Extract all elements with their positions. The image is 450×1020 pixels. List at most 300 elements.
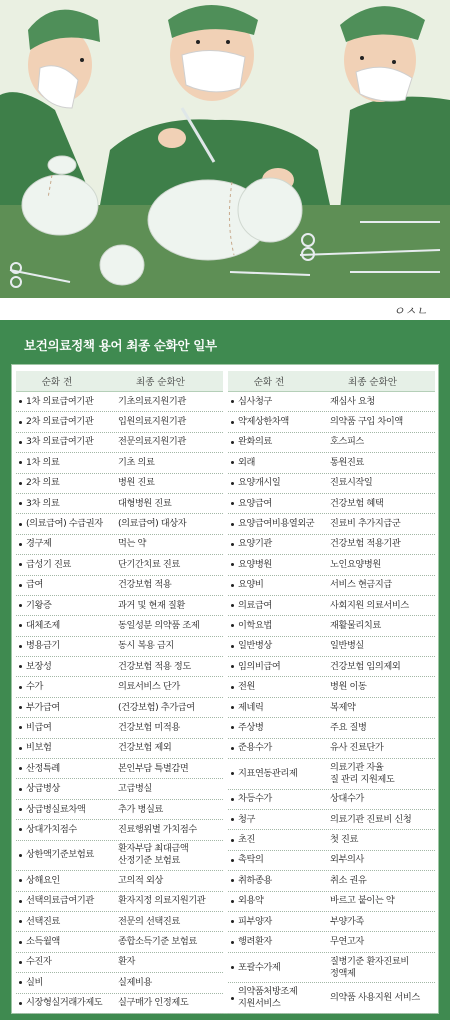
term-row (16, 779, 223, 799)
terminology-card (11, 364, 439, 1014)
term-before (16, 498, 104, 510)
term-after: 복제약 (330, 701, 356, 713)
bullet-dot (231, 900, 234, 903)
term-after: 단기간치료 진료 (118, 558, 180, 570)
bullet-dot (19, 747, 22, 750)
term-row (16, 759, 223, 779)
header-before: 순화 전 (253, 377, 285, 388)
term-before (16, 640, 104, 652)
bullet-dot (19, 726, 22, 729)
term-before (228, 661, 316, 673)
term-before (16, 518, 104, 530)
term-row (228, 514, 435, 534)
bullet-dot (19, 981, 22, 984)
term-after: 건강보험 혜택 (330, 497, 384, 509)
term-row (228, 616, 435, 636)
bullet-dot (19, 441, 22, 444)
term-row (16, 912, 223, 932)
term-row (16, 596, 223, 616)
term-before-text: 3차 의료 (26, 497, 60, 509)
term-before (228, 742, 316, 754)
term-before (16, 997, 104, 1009)
term-before (228, 854, 316, 866)
term-row (16, 739, 223, 759)
term-before (16, 416, 104, 428)
term-before (16, 722, 104, 734)
bullet-dot (231, 920, 234, 923)
term-before (228, 518, 316, 530)
term-before-text: 전원 (238, 681, 255, 693)
term-before (16, 477, 104, 489)
term-after: (건강보험) 추가급여 (118, 701, 195, 713)
term-row (228, 677, 435, 697)
term-row (16, 576, 223, 596)
term-after: 실구매가 인정제도 (118, 997, 189, 1009)
term-after: 종합소득기준 보험료 (118, 936, 197, 948)
term-before-text: 일반병상 (238, 640, 272, 652)
term-after: 무연고자 (330, 936, 364, 948)
term-row (16, 494, 223, 514)
bullet-dot (231, 523, 234, 526)
terminology-table-section (0, 320, 450, 1020)
bullet-dot (231, 686, 234, 689)
bullet-dot (231, 461, 234, 464)
term-after: 대형병원 진료 (118, 497, 172, 509)
term-before-text: 요양병원 (238, 558, 272, 570)
term-after: 첫 진료 (330, 834, 358, 846)
term-after: 과거 및 현재 질환 (118, 599, 185, 611)
term-before-text: 보장성 (26, 660, 52, 672)
term-row (16, 871, 223, 891)
bullet-dot (231, 563, 234, 566)
term-after: 환자부담 최대금액 산정기준 보험료 (118, 843, 189, 867)
term-before (228, 498, 316, 510)
term-before (228, 768, 316, 780)
term-before-text: 기왕증 (26, 599, 52, 611)
term-before-text: 외용약 (238, 895, 264, 907)
bullet-dot (231, 604, 234, 607)
term-row (228, 932, 435, 952)
term-before (16, 661, 104, 673)
term-before-text: 상대가치점수 (26, 823, 77, 835)
term-after: 환자지정 의료지원기관 (118, 895, 206, 907)
term-before-text: 3차 의료급여기관 (26, 436, 94, 448)
term-after: 통원진료 (330, 456, 364, 468)
term-before (228, 895, 316, 907)
term-after: 의료기관 진료비 신청 (330, 813, 412, 825)
header-after: 최종 순화안 (348, 377, 397, 388)
term-after: 상대수가 (330, 793, 364, 805)
bullet-dot (231, 798, 234, 801)
term-after: 노인요양병원 (330, 558, 381, 570)
term-row (228, 453, 435, 473)
term-before (16, 396, 104, 408)
right-column-header (228, 371, 435, 392)
term-row (16, 535, 223, 555)
term-before-text: 주상병 (238, 721, 264, 733)
term-after: 환자 (118, 956, 135, 968)
term-before-text: 시장형실거래가제도 (26, 997, 103, 1009)
bullet-dot (19, 400, 22, 403)
term-row (16, 718, 223, 738)
bullet-dot (19, 900, 22, 903)
term-after: 전문의 선택진료 (118, 915, 180, 927)
term-before (16, 783, 104, 795)
bullet-dot (19, 563, 22, 566)
term-before (228, 579, 316, 591)
term-before (228, 620, 316, 632)
term-row (228, 637, 435, 657)
term-before (16, 763, 104, 775)
term-after: 질병기준 환자진료비 정액제 (330, 955, 409, 979)
term-before-text: 경구제 (26, 538, 52, 550)
term-before-text: 요양급여비용열외군 (238, 518, 315, 530)
bullet-dot (19, 686, 22, 689)
term-before-text: 2차 의료급여기관 (26, 416, 94, 428)
term-row (228, 953, 435, 984)
term-after: 진료행위별 가치점수 (118, 823, 197, 835)
bullet-dot (19, 1002, 22, 1005)
term-after: 서비스 현금지급 (330, 579, 392, 591)
term-row (16, 841, 223, 872)
term-before-text: 취하종용 (238, 874, 272, 886)
term-after: 실제비용 (118, 976, 152, 988)
term-before (16, 895, 104, 907)
term-before-text: 소득월액 (26, 936, 60, 948)
term-after: (의료급여) 대상자 (118, 518, 187, 530)
illustrator-signature: ㅇㅅㄴ (393, 304, 428, 318)
bullet-dot (19, 941, 22, 944)
term-row (228, 474, 435, 494)
term-before-text: 선택의료급여기관 (26, 895, 94, 907)
bullet-dot (231, 839, 234, 842)
bullet-dot (231, 645, 234, 648)
term-after: 의약품 구입 차이액 (330, 416, 403, 428)
term-after: 병원 이동 (330, 681, 367, 693)
term-after: 유사 진료단가 (330, 742, 384, 754)
term-before-text: 이학요법 (238, 619, 272, 631)
term-before (16, 849, 104, 861)
term-after: 병원 진료 (118, 477, 155, 489)
term-after: 먹는 약 (118, 538, 146, 550)
term-after: 의약품 사용지원 서비스 (330, 992, 420, 1004)
term-before-text: 수가 (26, 681, 43, 693)
bullet-dot (231, 706, 234, 709)
bullet-dot (231, 879, 234, 882)
term-before (228, 962, 316, 974)
term-row (16, 698, 223, 718)
term-before-text: 약제상한차액 (238, 416, 289, 428)
term-before-text: 병용금기 (26, 640, 60, 652)
term-before (16, 457, 104, 469)
term-before (228, 916, 316, 928)
term-before (228, 834, 316, 846)
term-before (16, 977, 104, 989)
term-before (228, 416, 316, 428)
bullet-dot (231, 584, 234, 587)
term-before-text: 대체조제 (26, 619, 60, 631)
term-before-text: 요양기관 (238, 538, 272, 550)
bullet-dot (19, 665, 22, 668)
term-before (16, 620, 104, 632)
term-row (16, 953, 223, 973)
term-row (228, 739, 435, 759)
term-before-text: 요양비 (238, 579, 264, 591)
bullet-dot (231, 441, 234, 444)
term-row (228, 851, 435, 871)
right-rows (228, 392, 435, 1014)
term-after: 건강보험 임의제외 (330, 660, 401, 672)
left-column-header (16, 371, 223, 392)
bullet-dot (19, 584, 22, 587)
term-after: 취소 권유 (330, 874, 367, 886)
term-before-text: 청구 (238, 813, 255, 825)
term-after: 추가 병실료 (118, 803, 163, 815)
term-before (228, 702, 316, 714)
header-before: 순화 전 (41, 377, 73, 388)
term-before-text: 비보험 (26, 742, 52, 754)
left-column (16, 371, 223, 1014)
term-before-text: 비급여 (26, 721, 52, 733)
term-before (228, 559, 316, 571)
term-row (16, 677, 223, 697)
term-row (16, 433, 223, 453)
term-before-text: 행려환자 (238, 936, 272, 948)
term-after: 진료시작일 (330, 477, 373, 489)
term-row (228, 718, 435, 738)
left-rows (16, 392, 223, 1014)
term-after: 동일성분 의약품 조제 (118, 619, 200, 631)
bullet-dot (231, 772, 234, 775)
bullet-dot (231, 966, 234, 969)
term-before-text: 의약품처방조제 지원서비스 (238, 986, 298, 1010)
term-row (228, 596, 435, 616)
term-before-text: 제네릭 (238, 701, 264, 713)
term-after: 건강보험 적용 정도 (118, 660, 191, 672)
term-row (16, 637, 223, 657)
term-before (228, 600, 316, 612)
term-row (16, 994, 223, 1014)
term-row (228, 912, 435, 932)
term-after: 의료서비스 단가 (118, 681, 180, 693)
term-before (16, 559, 104, 571)
term-after: 진료비 추가지급군 (330, 518, 401, 530)
term-before-text: 급여 (26, 579, 43, 591)
bullet-dot (19, 482, 22, 485)
term-before (228, 477, 316, 489)
term-row (228, 555, 435, 575)
term-before (228, 986, 316, 1010)
bullet-dot (19, 920, 22, 923)
term-after: 의료기관 자율 질 관리 지원제도 (330, 761, 395, 785)
term-before-text: 상급병상 (26, 783, 60, 795)
term-row (228, 392, 435, 412)
term-before-text: 상급병실료차액 (26, 803, 86, 815)
bullet-dot (231, 726, 234, 729)
term-before-text: 상해요인 (26, 874, 60, 886)
term-after: 부양가족 (330, 915, 364, 927)
term-before-text: 산정특례 (26, 762, 60, 774)
term-before-text: 심사청구 (238, 395, 272, 407)
term-before (16, 600, 104, 612)
term-before-text: 촉탁의 (238, 854, 264, 866)
bullet-dot (231, 747, 234, 750)
term-before (228, 396, 316, 408)
bullet-dot (19, 767, 22, 770)
term-after: 입원의료지원기관 (118, 416, 186, 428)
term-row (228, 810, 435, 830)
term-row (16, 820, 223, 840)
term-before (228, 936, 316, 948)
term-before (16, 956, 104, 968)
term-before-text: 의료급여 (238, 599, 272, 611)
term-before (228, 640, 316, 652)
term-before-text: 1차 의료 (26, 456, 60, 468)
term-row (16, 800, 223, 820)
term-row (16, 657, 223, 677)
term-before (228, 681, 316, 693)
term-row (228, 576, 435, 596)
term-after: 주요 질병 (330, 721, 367, 733)
term-after: 전문의료지원기관 (118, 436, 186, 448)
term-after: 기초의료지원기관 (118, 395, 186, 407)
term-before (16, 916, 104, 928)
bullet-dot (19, 624, 22, 627)
bullet-dot (231, 400, 234, 403)
bullet-dot (19, 523, 22, 526)
bullet-dot (19, 961, 22, 964)
term-row (16, 892, 223, 912)
term-row (228, 871, 435, 891)
term-row (16, 392, 223, 412)
bullet-dot (231, 502, 234, 505)
term-before (228, 793, 316, 805)
term-row (16, 973, 223, 993)
term-before (16, 538, 104, 550)
term-after: 호스피스 (330, 436, 364, 448)
term-before-text: 지표연동관리제 (238, 767, 298, 779)
term-row (16, 453, 223, 473)
surgery-illustration (0, 0, 450, 320)
bullet-dot (19, 879, 22, 882)
right-column (228, 371, 435, 1014)
term-row (228, 983, 435, 1014)
term-before-text: 준용수가 (238, 742, 272, 754)
term-row (16, 474, 223, 494)
term-before-text: 상한액기준보험료 (26, 849, 94, 861)
term-before-text: 요양급여 (238, 497, 272, 509)
term-before-text: 피부양자 (238, 915, 272, 927)
term-before (16, 702, 104, 714)
term-before-text: 수진자 (26, 956, 52, 968)
term-row (16, 412, 223, 432)
term-before-text: 포괄수가제 (238, 961, 281, 973)
term-after: 재심사 요청 (330, 395, 375, 407)
term-before (228, 538, 316, 550)
term-before (228, 875, 316, 887)
term-row (228, 830, 435, 850)
table-title: 보건의료정책 용어 최종 순화안 일부 (24, 338, 217, 353)
term-row (228, 494, 435, 514)
bullet-dot (19, 854, 22, 857)
term-before (16, 875, 104, 887)
term-after: 사회지원 의료서비스 (330, 599, 409, 611)
term-before (228, 814, 316, 826)
term-row (16, 616, 223, 636)
term-before-text: 요양개시일 (238, 477, 281, 489)
term-before-text: 실비 (26, 976, 43, 988)
term-after: 기초 의료 (118, 456, 155, 468)
term-row (16, 555, 223, 575)
term-row (228, 433, 435, 453)
bullet-dot (19, 808, 22, 811)
term-row (16, 932, 223, 952)
bullet-dot (231, 482, 234, 485)
term-before (16, 824, 104, 836)
term-before-text: 부가급여 (26, 701, 60, 713)
term-after: 건강보험 제외 (118, 742, 172, 754)
bullet-dot (231, 624, 234, 627)
term-before (16, 742, 104, 754)
term-before-text: 1차 의료급여기관 (26, 395, 94, 407)
term-after: 일반병실 (330, 640, 364, 652)
term-row (228, 412, 435, 432)
term-row (228, 657, 435, 677)
term-row (228, 698, 435, 718)
term-before (228, 722, 316, 734)
term-before-text: 초진 (238, 834, 255, 846)
term-before (16, 681, 104, 693)
term-before-text: 임의비급여 (238, 660, 281, 672)
bullet-dot (19, 461, 22, 464)
bullet-dot (231, 543, 234, 546)
term-after: 건강보험 적용 (118, 579, 172, 591)
bullet-dot (231, 859, 234, 862)
bullet-dot (19, 604, 22, 607)
header-after: 최종 순화안 (136, 377, 185, 388)
bullet-dot (19, 828, 22, 831)
term-row (16, 514, 223, 534)
term-before (16, 436, 104, 448)
bullet-dot (19, 788, 22, 791)
term-after: 건강보험 적용기관 (330, 538, 401, 550)
term-after: 바르고 붙이는 약 (330, 895, 395, 907)
term-after: 외부의사 (330, 854, 364, 866)
bullet-dot (231, 421, 234, 424)
term-before-text: 2차 의료 (26, 477, 60, 489)
term-before (16, 804, 104, 816)
term-after: 고의적 외상 (118, 874, 163, 886)
term-after: 고급병실 (118, 783, 152, 795)
bullet-dot (19, 706, 22, 709)
term-row (228, 892, 435, 912)
term-before (228, 457, 316, 469)
term-before-text: 차등수가 (238, 793, 272, 805)
term-row (228, 535, 435, 555)
term-after: 본인부담 특별감면 (118, 762, 189, 774)
bullet-dot (19, 543, 22, 546)
term-before (16, 579, 104, 591)
term-row (228, 790, 435, 810)
term-before-text: 외래 (238, 456, 255, 468)
term-before-text: 완화의료 (238, 436, 272, 448)
bullet-dot (231, 665, 234, 668)
term-before-text: 급성기 진료 (26, 558, 71, 570)
term-before (228, 436, 316, 448)
term-after: 동시 복용 금지 (118, 640, 174, 652)
term-before-text: (의료급여) 수급권자 (26, 518, 103, 530)
bullet-dot (19, 502, 22, 505)
